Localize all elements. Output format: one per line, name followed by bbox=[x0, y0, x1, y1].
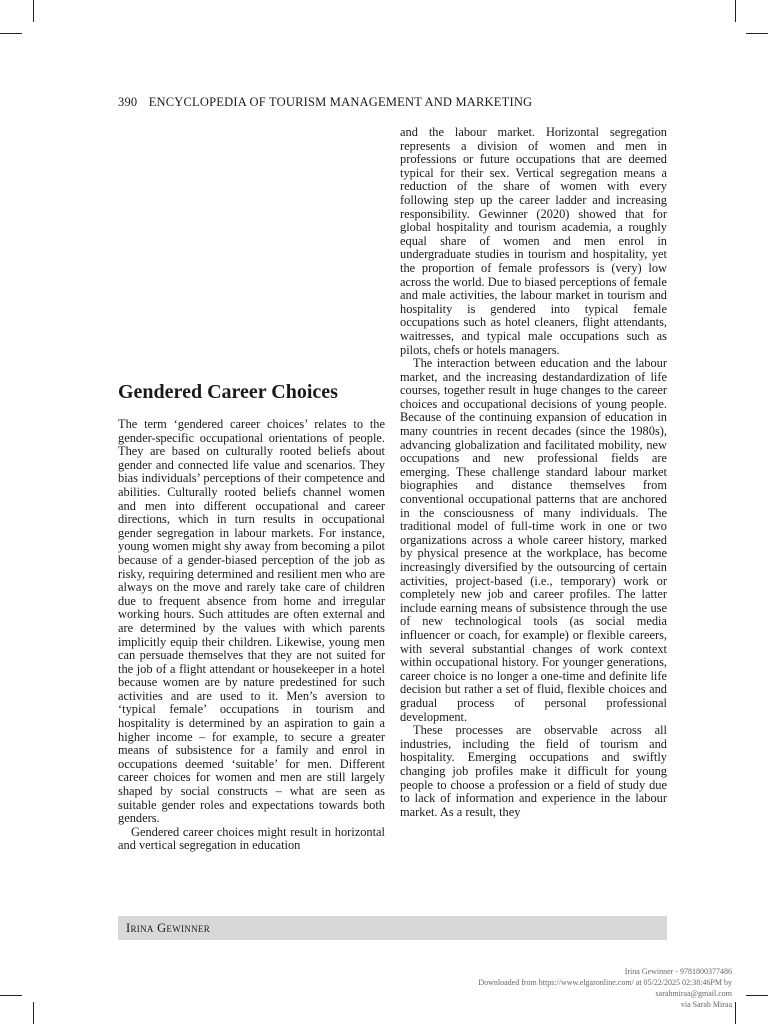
crop-mark bbox=[0, 33, 22, 34]
crop-mark bbox=[746, 33, 768, 34]
body-paragraph: Gendered career choices might result in horizontal and vertical segregation in education bbox=[118, 824, 385, 853]
left-column bbox=[118, 418, 385, 853]
body-paragraph: The interaction between education and the labour market, and the increasing destandardization of life courses, together result in huge changes to the career choices and occupational decisions of young people. Because of the continuing expansion of education in many countries in recent decades (since the 1980s), advancing globalization and facilitated mobility, new occupations and new professional fields are emerging. These challenge standard labour market biographies and distance themselves from conventional occupational patterns that are anchored in the consciousness of many individuals. The traditional model of full-time work in one or two organizations across a whole career history, marked by physical presence at the workplace, has become increasingly diversified by the outsourcing of certain activities, project-based (i.e., temporary) work or completely new job and career profiles. The latter include earning means of subsistence through the use of new technological tools (as social media influencer or coach, for example) or flexible careers, with several substantial changes of work context within occupational history. For younger generations, career choice is no longer a one-time and definite life decision but rather a set of fluid, flexible choices and gradual process of personal professional development. bbox=[400, 356, 667, 724]
footer-line: Downloaded from https://www.elgaronline.com/ at 05/22/2025 02:38:46PM by bbox=[478, 978, 732, 987]
footer-line: via Sarah Miraa bbox=[680, 1000, 732, 1009]
right-column bbox=[400, 126, 667, 819]
article-title: Gendered Career Choices bbox=[118, 381, 338, 403]
crop-mark bbox=[33, 1002, 34, 1024]
download-footer bbox=[372, 966, 732, 1010]
footer-line: sarahmiraa@gmail.com bbox=[655, 989, 732, 998]
crop-mark bbox=[735, 0, 736, 22]
body-paragraph: The term ‘gendered career choices’ relates to the gender-specific occupational orientations of people. They are based on culturally rooted beliefs about gender and connected life value and scenarios. They bias individuals’ perceptions of their competence and abilities. Culturally rooted beliefs channel women and men into different occupational and career directions, which in turn results in occupational gender segregation in labour markets. For instance, young women might shy away from becoming a pilot because of a gender-biased perception of the job as risky, requiring determined and resilient men who are always on the move and rarely take care of children due to frequent absence from home and irregular working hours. Such attitudes are often external and are determined by the values with which parents implicitly equip their children. Likewise, young men can persuade themselves that they are not suited for the job of a flight attendant or housekeeper in a hotel because women are by nature predestined for such activities and are used to it. Men’s aversion to ‘typical female’ occupations in tourism and hospitality is determined by an aspiration to gain a higher income – for example, to secure a greater means of subsistence for a family and enrol in occupations deemed ‘suitable’ for men. Different career choices for women and men are still largely shaped by social constructs – what are seen as suitable gender roles and expectations towards both genders. bbox=[118, 417, 385, 826]
running-header bbox=[118, 95, 678, 110]
author-bar: Irina Gewinner bbox=[118, 916, 667, 940]
crop-mark bbox=[33, 0, 34, 22]
crop-mark bbox=[735, 1002, 736, 1024]
footer-line: Irina Gewinner - 9781800377486 bbox=[624, 967, 732, 976]
crop-mark bbox=[746, 995, 768, 996]
page-number: 390 bbox=[118, 95, 138, 109]
running-title: ENCYCLOPEDIA OF TOURISM MANAGEMENT AND MARKETING bbox=[148, 95, 533, 109]
body-paragraph: and the labour market. Horizontal segregation represents a division of women and men in professions or future occupations that are deemed typical for their sex. Vertical segregation means a reduction of the share of women with every following step up the career ladder and increasing responsibility. Gewinner (2020) showed that for global hospitality and tourism academia, a roughly equal share of women and men enrol in undergraduate studies in tourism and hospitality, yet the proportion of female professors is (very) low across the world. Due to biased perceptions of female and male activities, the labour market in tourism and hospitality is gendered into typical female occupations such as hotel cleaners, flight attendants, waitresses, and typical male occupations such as pilots, chefs or hotels managers. bbox=[400, 125, 667, 357]
body-paragraph: These processes are observable across all industries, including the field of tourism and hospitality. Emerging occupations and swiftly changing job profiles make it difficult for young people to choose a profession or a field of study due to lack of information and experience in the labour market. As a result, they bbox=[400, 723, 667, 819]
crop-mark bbox=[0, 995, 22, 996]
